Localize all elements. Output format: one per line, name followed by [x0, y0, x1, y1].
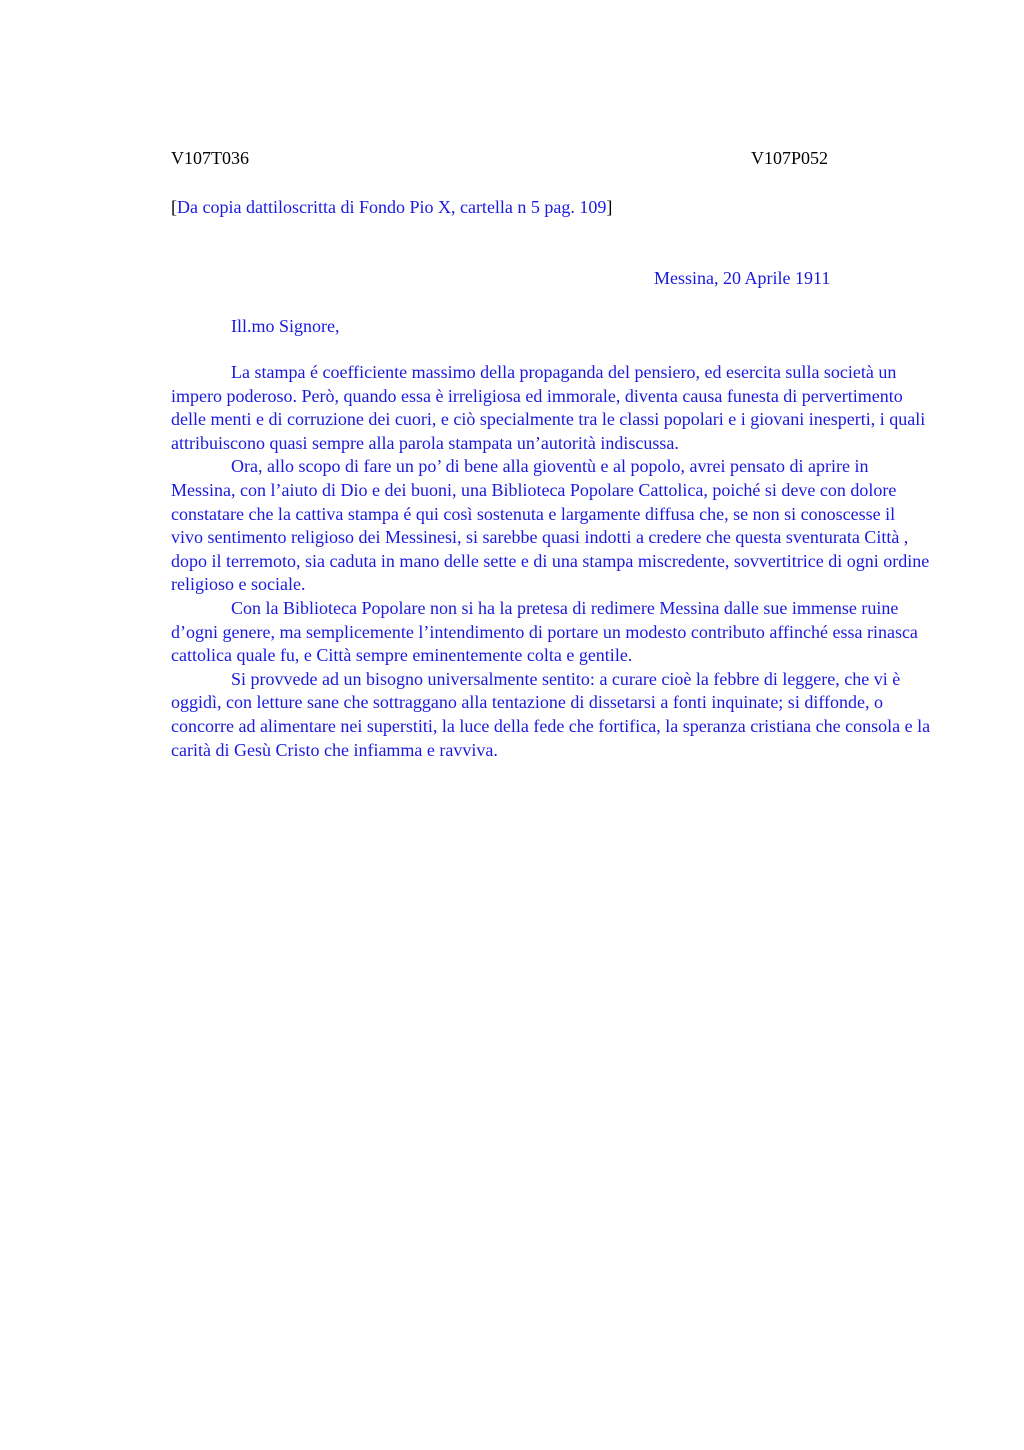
- letter-paragraph: La stampa é coefficiente massimo della propaganda del pensiero, ed esercita sulla società un impero poderoso. Però, quando essa è irreligiosa ed immorale, diventa causa funesta di pervertimento delle menti e di corruzione dei cuori, e ciò specialmente tra le classi popolari e i giovani inesperti, i quali attribuiscono quasi sempre alla parola stampata un’autorità indiscussa.: [171, 362, 926, 453]
- letter-paragraph: Si provvede ad un bisogno universalmente sentito: a curare cioè la febbre di leggere, che vi è oggidì, con letture sane che sottraggano alla tentazione di dissetarsi a fonti inquinate; si diffonde, o concorre ad alimentare nei superstiti, la luce della fede che fortifica, la speranza cristiana che consola e la carità di Gesù Cristo che infiamma e ravviva.: [171, 668, 931, 760]
- letter-body: [171, 361, 931, 762]
- letter-paragraph: Con la Biblioteca Popolare non si ha la pretesa di redimere Messina dalle sue immense ruine d’ogni genere, ma semplicemente l’intendimento di portare un modesto contributo affinché essa rinasca cattolica quale fu, e Città sempre eminentemente colta e gentile.: [171, 597, 918, 666]
- source-text: Da copia dattiloscritta di Fondo Pio X, cartella n 5 pag. 109: [177, 197, 607, 217]
- letter-salutation: Ill.mo Signore,: [231, 316, 340, 336]
- source-open-bracket: [: [171, 197, 177, 217]
- letter-paragraph: Ora, allo scopo di fare un po’ di bene alla gioventù e al popolo, avrei pensato di aprire in Messina, con l’aiuto di Dio e dei buoni, una Biblioteca Popolare Cattolica, poiché si deve con dolore constatare che la cattiva stampa é qui così sostenuta e largamente diffusa che, se non si conoscesse il vivo sentimento religioso dei Messinesi, si sarebbe quasi indotti a credere che questa sventurata Città , dopo il terremoto, sia caduta in mano delle sette e di una stampa miscredente, sovvertitrice di ogni ordine religioso e sociale.: [171, 456, 930, 595]
- document-code-right: V107P052: [751, 148, 829, 168]
- letter-date: Messina, 20 Aprile 1911: [654, 268, 831, 288]
- source-close-bracket: ]: [606, 197, 613, 217]
- document-code-left: V107T036: [171, 148, 249, 168]
- source-note: [171, 195, 612, 219]
